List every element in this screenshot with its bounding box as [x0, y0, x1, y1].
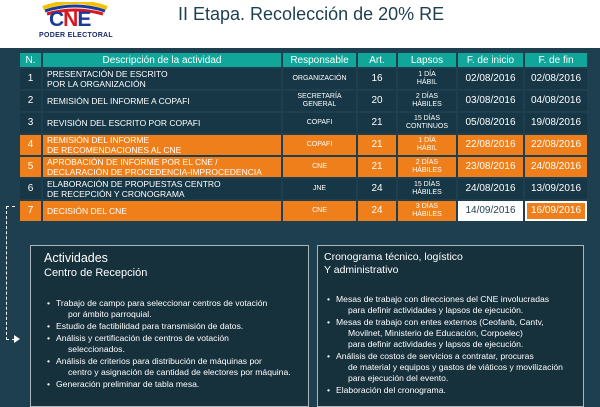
row-start-date: 23/08/2016 [458, 157, 523, 177]
row-responsable: CNE [283, 157, 356, 177]
row-number: 7 [20, 201, 41, 221]
table-row [20, 201, 587, 221]
row-number: 6 [20, 179, 41, 199]
col-header-fecha-fin: F. de fin [525, 53, 587, 67]
list-item: • Mesas de trabajo con direcciones del CNE involucradas para definir actividades y lapsos de ejecución. [326, 294, 581, 316]
table-row [20, 157, 587, 177]
row-lapso: 15 DÍAS CONTINUOS [398, 113, 456, 133]
row-description: APROBACIÓN DE INFORME POR EL CNE / DECLARACIÓN DE PROCEDENCIA-IMPROCEDENCIA [43, 157, 281, 177]
table-row [20, 135, 587, 155]
row-article: 16 [358, 69, 396, 89]
table-row [20, 113, 587, 133]
row-description: ELABORACIÓN DE PROPUESTAS CENTRO DE RECEPCIÓN Y CRONOGRAMA [43, 179, 281, 199]
row-lapso: 2 DÍAS HÁBILES [398, 157, 456, 177]
row-end-date: 04/08/2016 [525, 91, 587, 111]
table-row [20, 69, 587, 89]
activities-panel-subtitle: Centro de Recepción [44, 267, 148, 279]
row-article: 21 [358, 157, 396, 177]
connector-dashed-line [6, 206, 15, 340]
col-header-lapsos: Lapsos [398, 53, 456, 67]
list-item: • Estudio de factibilidad para transmisión de datos. [46, 321, 306, 332]
row-number: 2 [20, 91, 41, 111]
row-responsable: ORGANIZACIÓN [283, 69, 356, 89]
row-start-date: 02/08/2016 [458, 69, 523, 89]
row-description: PRESENTACIÓN DE ESCRITO POR LA ORGANIZACIÓN [43, 69, 281, 89]
row-end-date: 02/08/2016 [525, 69, 587, 89]
list-item: • Análisis y certificación de centros de votación seleccionados. [46, 333, 306, 355]
row-responsable: SECRETARÍA GENERAL [283, 91, 356, 111]
header-bar [0, 0, 600, 48]
col-header-art: Art. [358, 53, 396, 67]
cne-logo [35, 2, 115, 44]
row-description: DECISIÓN DEL CNE [43, 201, 281, 221]
col-header-descripcion: Descripción de la actividad [43, 53, 281, 67]
row-start-date: 05/08/2016 [458, 113, 523, 133]
row-start-date: 24/08/2016 [458, 179, 523, 199]
list-item: • Elaboración del cronograma. [326, 385, 581, 396]
activities-panel [30, 245, 309, 407]
row-lapso: 1 DÍA HÁBIL [398, 69, 456, 89]
table-header-row [20, 53, 587, 67]
row-responsable: CNE [283, 201, 356, 221]
row-end-date: 16/09/2016 [525, 201, 587, 221]
row-description: REMISIÓN DEL INFORME DE RECOMENDACIONES AL CNE [43, 135, 281, 155]
row-lapso: 1 DÍA HÁBIL [398, 135, 456, 155]
list-item: • Análisis de criterios para distribución de máquinas por centro y asignación de cantidad de electores por máquina. [46, 356, 306, 378]
schedule-list [326, 294, 581, 397]
activities-panel-title: Actividades [44, 251, 108, 265]
schedule-panel [317, 245, 584, 407]
row-article: 21 [358, 113, 396, 133]
row-start-date: 22/08/2016 [458, 135, 523, 155]
col-header-n: N. [20, 53, 41, 67]
row-article: 20 [358, 91, 396, 111]
row-description: REMISIÓN DEL INFORME A COPAFI [43, 91, 281, 111]
row-end-date: 24/08/2016 [525, 157, 587, 177]
row-article: 21 [358, 135, 396, 155]
table-row [20, 91, 587, 111]
row-description: REVISIÓN DEL ESCRITO POR COPAFI [43, 113, 281, 133]
schedule-panel-title: Cronograma técnico, logístico Y administrativo [324, 251, 463, 276]
row-end-date: 19/08/2016 [525, 113, 587, 133]
row-article: 24 [358, 179, 396, 199]
row-number: 1 [20, 69, 41, 89]
row-lapso: 3 DÍAS HÁBILES [398, 201, 456, 221]
activities-table [18, 51, 589, 223]
col-header-responsable: Responsable [283, 53, 356, 67]
row-number: 5 [20, 157, 41, 177]
row-end-date: 13/09/2016 [525, 179, 587, 199]
list-item: • Generación preliminar de tabla mesa. [46, 379, 306, 390]
row-responsable: COPAFI [283, 113, 356, 133]
row-article: 24 [358, 201, 396, 221]
logo-wordmark: CNE [49, 8, 91, 31]
row-start-date: 03/08/2016 [458, 91, 523, 111]
row-responsable: JNE [283, 179, 356, 199]
activities-list [46, 298, 306, 391]
page-title: II Etapa. Recolección de 20% RE [178, 4, 445, 24]
table-row [20, 179, 587, 199]
col-header-fecha-inicio: F. de inicio [458, 53, 523, 67]
list-item: • Mesas de trabajo con entes externos (Ceofanb, Cantv, Movilnet, Ministerio de Educación, Corpoelec) para definir actividades y lapsos de ejecución. [326, 317, 581, 350]
logo-subtitle: PODER ELECTORAL [39, 32, 113, 39]
row-lapso: 2 DÍAS HÁBILES [398, 91, 456, 111]
connector-arrow-icon [14, 335, 20, 343]
row-start-date: 14/09/2016 [458, 201, 523, 221]
row-lapso: 15 DÍAS HÁBILES [398, 179, 456, 199]
list-item: • Análisis de costos de servicios a contratar, procuras de material y equipos y gastos de viáticos y movilización para ejecución del evento. [326, 351, 581, 384]
row-end-date: 22/08/2016 [525, 135, 587, 155]
row-responsable: COPAFI [283, 135, 356, 155]
row-number: 3 [20, 113, 41, 133]
row-number: 4 [20, 135, 41, 155]
list-item: • Trabajo de campo para seleccionar centros de votación por ámbito parroquial. [46, 298, 306, 320]
